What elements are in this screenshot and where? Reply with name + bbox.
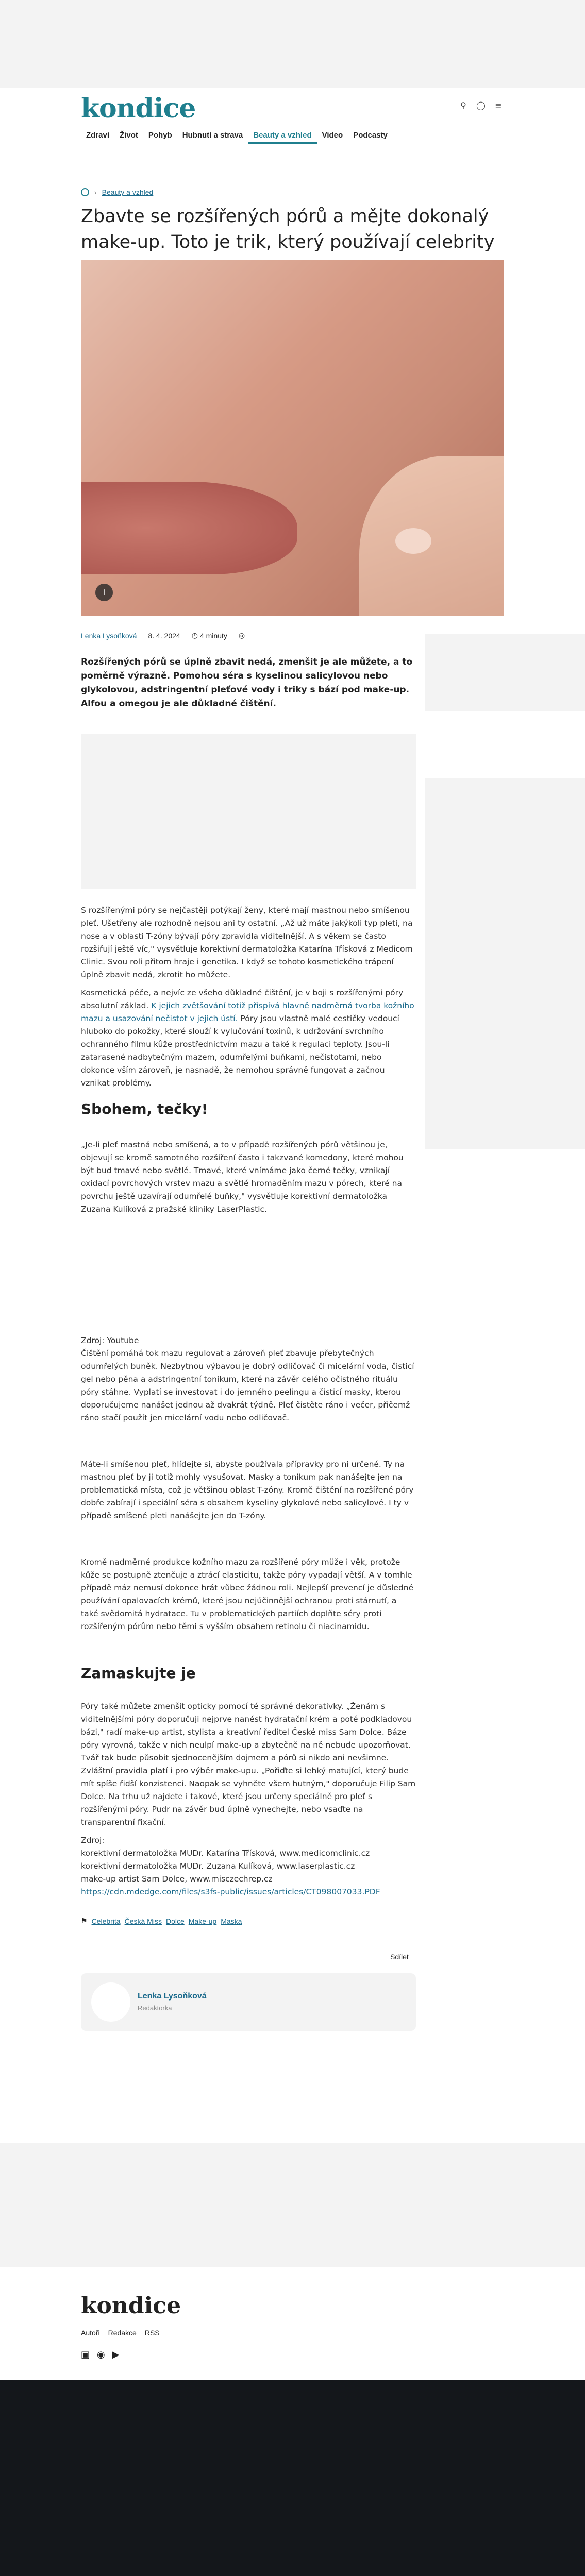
paragraph-text: Kosmetická péče, a nejvíc ze všeho důkladné čištění, je v boji s rozšířenými póry absolutní základ. [81, 988, 404, 1010]
info-icon[interactable]: i [95, 584, 113, 601]
inline-ad [81, 734, 416, 889]
bookmark-icon[interactable]: ◎ [238, 631, 245, 639]
article-paragraph: Čištění pomáhá tok mazu regulovat a zároveň pleť zbavuje přebytečných odumřelých buněk. Nezbytnou výbavou je dobrý odličovač či micelární voda, čisticí gel nebo pěna a adstringentní tonikum, které na závěr celého očistného rituálu póry stáhne. Vyplatí se investovat i do jemného peelingu a čisticí masky, kterou doporučujeme nanášet jednou až dvakrát týdně. Pleť čistěte ráno i večer, přičemž ráno stačí použít jen micelární vodu nebo odličovač. [81, 1349, 414, 1422]
nav-item-podcasty[interactable]: Podcasty [353, 131, 388, 140]
menu-icon[interactable]: ≡ [495, 100, 502, 110]
footer-ad [0, 2143, 585, 2267]
lips-shape [81, 482, 297, 574]
footer-link[interactable]: Redakce [108, 2329, 137, 2337]
tag-link[interactable]: Dolce [165, 1917, 185, 1925]
user-icon[interactable]: ◯ [476, 100, 486, 110]
author-card [81, 1973, 416, 2031]
nav-item-zdravi[interactable]: Zdraví [86, 131, 110, 140]
section-heading: Zamaskujte je [81, 1665, 196, 1682]
article-paragraph: Póry také můžete zmenšit opticky pomocí té správné dekorativky. „Ženám s viditelnějšími póry doporučuji nejprve nanést hydratační krém a poté podkladovou bázi," radí make-up artist, stylista a kreativní ředitel České miss Sam Dolce. Báze póry vyrovná, takže v nich neulpí make-up a zbytečně na ně nebude upozorňovat. Tvář tak bude působit sjednocenějším dojmem a pórů si nikdo ani nevšimne. Zvláštní pravidla platí i pro výběr make-upu. „Pořiďte si lehký matující, který bude mít spíše řidší konzistenci. Naopak se vyhněte všem hutným," doporučuje Filip Sam Dolce. Na trhu už najdete i takové, které jsou určeny speciálně pro pleť s rozšířenými póry. Pudr na závěr bud úplně vynechejte, nebo vsaďte na transparentní fixační. [81, 1702, 416, 1827]
nail-shape [395, 528, 431, 554]
section-heading: Sbohem, tečky! [81, 1100, 208, 1117]
source-item: korektivní dermatoložka MUDr. Katarína Třísková, www.medicomclinic.cz [81, 1849, 370, 1858]
avatar[interactable] [91, 1982, 130, 2022]
clock-icon: ◷ [191, 631, 198, 639]
tag-icon: ⚑ [81, 1917, 88, 1925]
hero-image [81, 260, 504, 616]
sources-block [81, 1834, 416, 1899]
finger-shape [359, 456, 504, 616]
sidebar-ad [425, 634, 585, 711]
source-item: korektivní dermatoložka MUDr. Zuzana Kulíková, www.laserplastic.cz [81, 1861, 355, 1871]
source-item: make-up artist Sam Dolce, www.misczechrep.cz [81, 1874, 273, 1884]
source-link[interactable]: https://cdn.mdedge.com/files/s3fs-public/issues/articles/CT098007033.PDF [81, 1887, 380, 1896]
article-date: 8. 4. 2024 [148, 631, 180, 640]
main-nav [81, 129, 504, 144]
breadcrumb [81, 188, 153, 196]
footer-link[interactable]: Autoři [81, 2329, 100, 2337]
tag-link[interactable]: Česká Miss [124, 1917, 162, 1925]
footer-logo[interactable]: kondice [81, 2293, 181, 2319]
author-card-role: Redaktorka [138, 2004, 172, 2012]
top-ad-banner [0, 0, 585, 88]
article-paragraph [81, 987, 416, 1090]
tag-link[interactable]: Make-up [188, 1917, 217, 1925]
tag-link[interactable]: Maska [221, 1917, 242, 1925]
home-icon[interactable] [81, 188, 89, 196]
article-lead: Rozšířených pórů se úplně zbavit nedá, zmenšit je ale můžete, a to poměrně výrazně. Pomohou séra s kyselinou salicylovou nebo glykolovou, adstringentní pleťové vody i triky s bází pod make-up. Alfou a omegou je ale důkladné čištění. [81, 657, 413, 709]
sources-label: Zdroj: [81, 1836, 105, 1845]
inline-link[interactable]: K jejich zvětšování totiž přispívá hlavně nadměrná tvorba kožního mazu a usazování nečistot v jejich ústí. [81, 1001, 414, 1023]
article-paragraph: Máte-li smíšenou pleť, hlídejte si, abyste používala přípravky pro ni určené. Ty na mastnou pleť by ji totiž mohly vysušovat. Masky a tonikum pak nanášejte jen na problematická místa, což je většinou oblast T-zóny. Kromě čištění na rozšířené póry dobře zabírají i speciální séra s obsahem kyseliny glykolové nebo salicylové. I ty v případě smíšené pleti nanášejte jen do T-zóny. [81, 1460, 414, 1520]
search-icon[interactable]: ⚲ [460, 100, 466, 110]
instagram-icon[interactable]: ◉ [97, 2349, 105, 2360]
nav-item-beauty[interactable]: Beauty a vzhled [248, 129, 316, 144]
site-logo[interactable]: kondice [81, 93, 196, 124]
nav-item-hubnuti[interactable]: Hubnutí a strava [182, 131, 243, 140]
footer-link[interactable]: RSS [144, 2329, 160, 2337]
sidebar-ad [425, 778, 585, 1149]
nav-item-video[interactable]: Video [322, 131, 343, 140]
tags-list [81, 1917, 242, 1925]
nav-item-zivot[interactable]: Život [120, 131, 138, 140]
site-header [81, 88, 504, 175]
author-card-name[interactable]: Lenka Lysoňková [138, 1992, 207, 2001]
breadcrumb-link[interactable]: Beauty a vzhled [102, 188, 154, 196]
page-title: Zbavte se rozšířených pórů a mějte dokonalý make-up. Toto je trik, který používají celebrity [81, 206, 495, 252]
read-time: 4 minuty [199, 631, 227, 640]
paragraph-text: Póry jsou vlastně malé cestičky vedoucí hluboko do pokožky, které slouží k vylučování toxinů, k udržování svrchního ochranného filmu kůže prostřednictvím mazu a také k regulaci teploty. Jsou-li zatarasené nadbytečným mazem, odumřelými buňkami, nečistotami, nebo dokonce vším zároveň, je nasnadě, že nemohou správně fungovat a začnou vznikat problémy. [81, 1014, 399, 1088]
footer-links [81, 2329, 160, 2337]
article-paragraph: Kromě nadměrné produkce kožního mazu za rozšířené póry může i věk, protože kůže se postupně ztenčuje a ztrácí elasticitu, takže póry vypadají větší. A v tomhle případě máz nemusí dokonce hrát vůbec žádnou roli. Nejlepší prevencí je důsledné používání opalovacích krémů, které jsou nejúčinnější ochranou proti stárnutí, a také svědomitá hydratace. Tu v problematických partiích doplňte séry proti rozšířeným pórům nebo těmi s vyšším obsahem retinolu či niacinamidu. [81, 1557, 414, 1631]
article-quote: „Je-li pleť mastná nebo smíšená, a to v případě rozšířených pórů většinou je, objevují se kromě samotného rozšíření často i takzvané komedony, které mohou být bud tmavé nebo světlé. Tmavé, které vnímáme jako černé tečky, vznikají oxidací povrchových vrstev mazu a světlé hromaděním mazu v pórech, které na povrchu ještě uzavírají odumřelé buňky," vysvětluje korektivní dermatoložka Zuzana Kulíková z pražské kliniky LaserPlastic. [81, 1140, 404, 1214]
article-paragraph: S rozšířenými póry se nejčastěji potýkají ženy, které mají mastnou nebo smíšenou pleť. Ušetřeny ale rozhodně nejsou ani ty ostatní. „Až už máte jakýkoli typ pleti, na nose a v oblasti T-zóny bývají póry zpravidla viditelnější. A s věkem se často rozšiřují ještě víc," vysvětluje korektivní dermatoložka Katarína Třísková z Medicom Clinic. Svou roli přitom hraje i genetika. I když se tohoto kosmetického trápení úplně zbavit nedá, zkrotit ho můžete. [81, 906, 413, 979]
chevron-right-icon: › [94, 188, 97, 196]
share-button[interactable]: Sdílet [390, 1953, 409, 1961]
video-source: Zdroj: Youtube [81, 1336, 139, 1345]
publisher-footer [0, 2380, 585, 2576]
video-embed[interactable] [81, 1242, 416, 1334]
author-link[interactable]: Lenka Lysoňková [81, 631, 137, 640]
nav-item-pohyb[interactable]: Pohyb [148, 131, 172, 140]
social-links [81, 2349, 120, 2360]
tag-link[interactable]: Celebrita [91, 1917, 121, 1925]
youtube-icon[interactable]: ▶ [112, 2349, 120, 2360]
facebook-icon[interactable]: ▣ [81, 2349, 90, 2360]
article-meta [81, 631, 245, 640]
